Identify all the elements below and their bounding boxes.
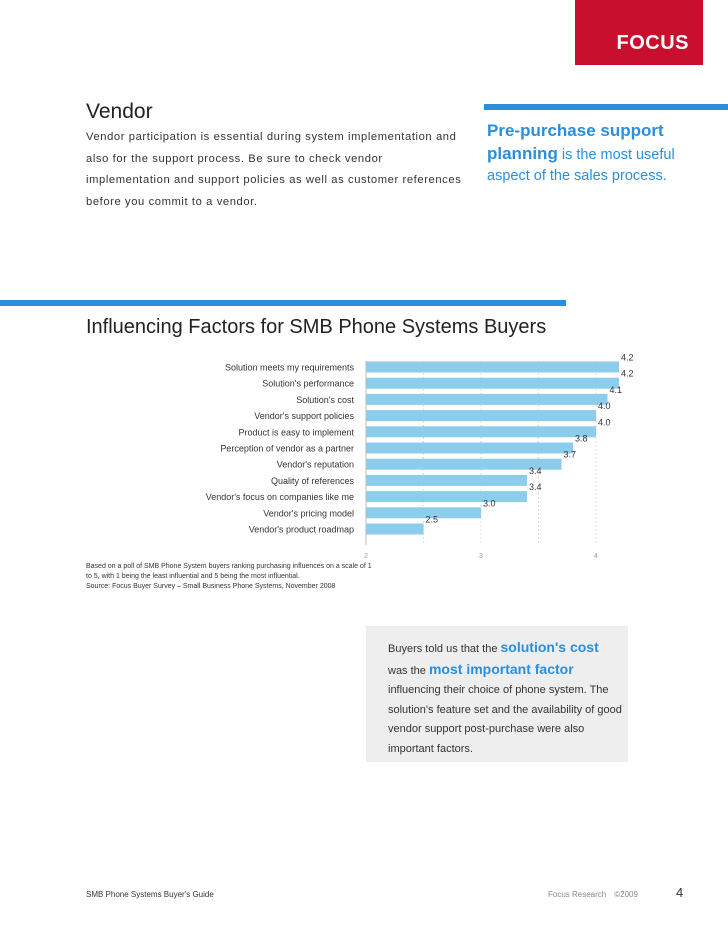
quote-part2: was the [388, 664, 426, 677]
footnote-source: Source: Focus Buyer Survey – Small Business Phone Systems, November 2008 [86, 583, 336, 590]
quote-highlight-factor: most important factor [428, 660, 574, 677]
footer-source: Focus Research [548, 890, 607, 899]
bar [366, 426, 596, 437]
quote-part1: Buyers told us that the [388, 643, 498, 655]
bar [366, 394, 608, 405]
value-label: 3.8 [575, 433, 588, 444]
chart-footnote [86, 562, 376, 592]
footer-credit [548, 890, 646, 899]
x-tick-label: 2 [364, 553, 368, 560]
category-label: Vendor's product roadmap [248, 524, 354, 535]
bar [366, 410, 596, 421]
vendor-heading: Vendor [86, 100, 153, 123]
value-label: 4.0 [598, 401, 611, 412]
x-tick-label: 3 [479, 553, 483, 560]
bar [366, 443, 573, 454]
value-label: 4.1 [609, 384, 623, 395]
category-label: Vendor's support policies [254, 411, 354, 422]
chart-title: Influencing Factors for SMB Phone Systems Buyers [86, 316, 547, 338]
category-label: Product is easy to implement [238, 427, 354, 438]
bar [366, 491, 527, 502]
value-label: 3.4 [529, 482, 542, 493]
quote-highlight-cost: solution's cost [500, 639, 599, 655]
vendor-paragraph: Vendor participation is essential during system implementation and also for the support process. Be sure to check vendor implementation and support policies as well as customer references before you commit to a vendor. [86, 131, 462, 208]
quote-part3: influencing their choice of phone system. The solution's feature set and the availability of good vendor support post-purchase were also important factors. [388, 684, 622, 755]
value-label: 2.5 [425, 514, 439, 525]
x-tick-label: 4 [594, 553, 598, 560]
category-label: Perception of vendor as a partner [220, 443, 354, 454]
footnote-method: Based on a poll of SMB Phone System buyers ranking purchasing influences on a scale of 1 to 5, with 1 being the least influential and 5 being the most influential. [86, 563, 372, 580]
bar [366, 362, 619, 373]
category-label: Vendor's pricing model [263, 508, 354, 519]
pullquote-bold: Pre-purchase support planning [487, 121, 664, 163]
bar [366, 507, 481, 518]
value-label: 4.0 [598, 417, 611, 428]
value-label: 4.2 [621, 368, 634, 379]
footer-title: SMB Phone Systems Buyer's Guide [86, 890, 214, 899]
value-label: 3.4 [529, 465, 542, 476]
category-label: Quality of references [270, 475, 354, 486]
page-number: 4 [676, 885, 684, 900]
pullquote-rest: is the most useful aspect of the sales process. [487, 147, 675, 184]
footer-copyright: ©2009 [614, 890, 638, 899]
value-label: 3.7 [563, 449, 577, 460]
value-label: 4.2 [621, 352, 634, 363]
category-label: Solution meets my requirements [224, 362, 354, 373]
bar [366, 378, 619, 389]
category-label: Vendor's focus on companies like me [205, 492, 354, 503]
quote-text [388, 638, 624, 759]
category-label: Solution's performance [262, 378, 354, 389]
logo-text: FOCUS [616, 32, 689, 54]
bar [366, 524, 424, 535]
category-label: Solution's cost [296, 394, 354, 405]
bar [366, 475, 527, 486]
value-label: 3.0 [483, 498, 496, 509]
category-label: Vendor's reputation [276, 459, 354, 470]
